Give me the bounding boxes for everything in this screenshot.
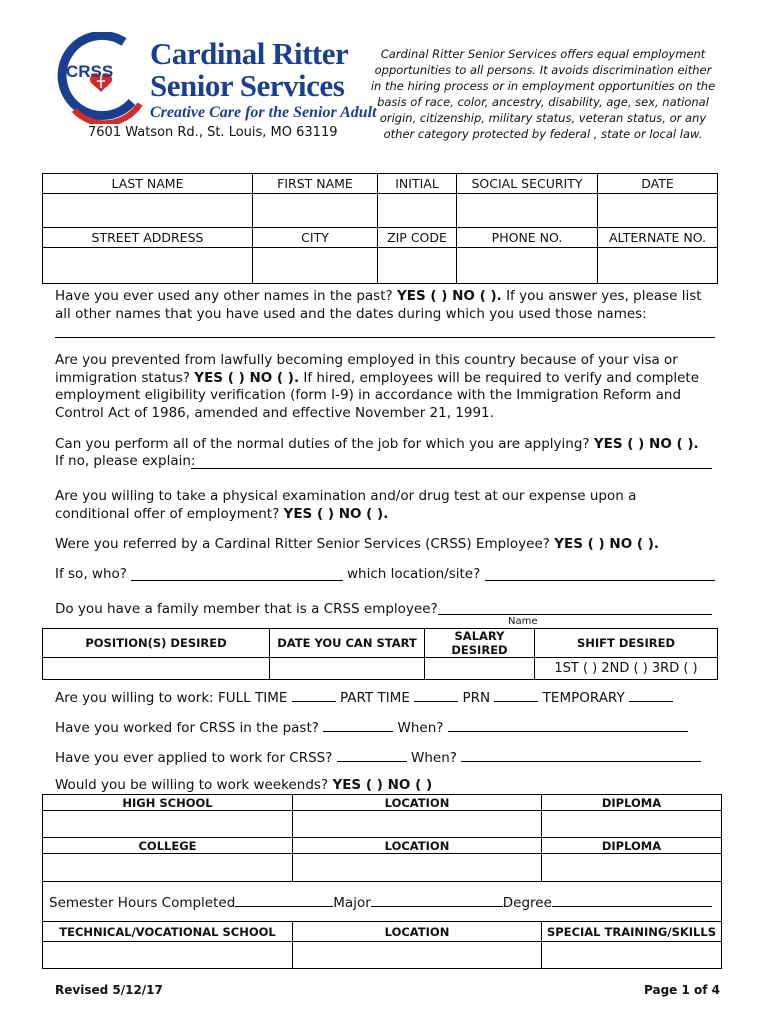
semester-hours-blank[interactable] [235, 892, 333, 907]
logo-tagline: Creative Care for the Senior Adult [150, 104, 377, 121]
technical-location-header: LOCATION [293, 922, 542, 942]
eeo-statement: Cardinal Ritter Senior Services offers equal employment opportunities to all persons. It avoids discrimination either in the hiring process or in employment opportunities on the basis of race, color, ancestry, disability, age, sex, national origin, citizenship, military status, veteran status, or any other category protected by federal , state or local law. [370, 47, 716, 141]
shift-desired-header: SHIFT DESIRED [535, 629, 718, 658]
alternate-phone-field[interactable] [598, 248, 718, 284]
first-name-header: FIRST NAME [253, 174, 378, 194]
visa-question: Are you prevented from lawfully becoming employed in this country because of your visa or immigration status? YES ( ) NO ( ). If hired, employees will be required to verify and complete employment eligibility verification (form I-9) in accordance with the Immigration Reform and Control Act of 1986, amended and effective November 21, 1991. [55, 352, 699, 421]
worked-for-row: Have you worked for CRSS in the past? When? [55, 717, 715, 738]
salary-desired-field[interactable] [425, 658, 535, 680]
phone-field[interactable] [457, 248, 598, 284]
city-header: CITY [253, 228, 378, 248]
family-member-question: Do you have a family member that is a CRSS employee? [55, 601, 438, 617]
worked-when-blank[interactable] [448, 717, 688, 732]
weekends-row: Would you be willing to work weekends? YES ( ) NO ( ) [55, 777, 433, 793]
page-number: Page 1 of 4 [644, 983, 720, 997]
high-school-location-field[interactable] [293, 811, 542, 838]
high-school-diploma-header: DIPLOMA [542, 795, 722, 811]
initial-field[interactable] [378, 194, 457, 228]
duties-question: Can you perform all of the normal duties of the job for which you are applying? YES ( ) NO ( ). [55, 436, 699, 452]
full-time-blank[interactable] [292, 687, 336, 702]
alternate-phone-header: ALTERNATE NO. [598, 228, 718, 248]
applied-for-row: Have you ever applied to work for CRSS? When? [55, 747, 715, 768]
address-table [42, 227, 718, 284]
date-start-field[interactable] [270, 658, 425, 680]
company-address: 7601 Watson Rd., St. Louis, MO 63119 [88, 125, 338, 140]
applied-for-blank[interactable] [337, 747, 407, 762]
work-type-row: Are you willing to work: FULL TIME PART TIME PRN TEMPORARY [55, 687, 715, 708]
special-training-header: SPECIAL TRAINING/SKILLS [542, 922, 722, 942]
logo-abbr: CRSS [66, 62, 114, 81]
street-address-header: STREET ADDRESS [43, 228, 253, 248]
major-blank[interactable] [371, 892, 503, 907]
duties-yes-no[interactable]: YES ( ) NO ( ). [593, 436, 699, 452]
which-location-label: which location/site? [347, 566, 481, 582]
technical-school-field[interactable] [43, 942, 293, 969]
prn-blank[interactable] [494, 687, 538, 702]
college-header: COLLEGE [43, 838, 293, 854]
position-desired-header: POSITION(S) DESIRED [43, 629, 270, 658]
social-security-header: SOCIAL SECURITY [457, 174, 598, 194]
degree-blank[interactable] [552, 892, 712, 907]
duties-explain: If no, please explain: [55, 453, 196, 469]
technical-location-field[interactable] [293, 942, 542, 969]
technical-school-header: TECHNICAL/VOCATIONAL SCHOOL [43, 922, 293, 942]
college-diploma-header: DIPLOMA [542, 838, 722, 854]
shift-options[interactable]: 1ST ( ) 2ND ( ) 3RD ( ) [535, 658, 718, 680]
applied-when-blank[interactable] [461, 747, 701, 762]
temporary-blank[interactable] [629, 687, 673, 702]
name-caption: Name [508, 616, 538, 627]
worked-for-blank[interactable] [323, 717, 393, 732]
other-names-line[interactable] [55, 337, 715, 338]
high-school-header: HIGH SCHOOL [43, 795, 293, 811]
other-names-question: Have you ever used any other names in the past? YES ( ) NO ( ). If you answer yes, please list all other names that you have used and the dates during which you used those names: [55, 288, 702, 322]
salary-desired-header: SALARY DESIRED [425, 629, 535, 658]
logo-line1: Cardinal Ritter [150, 36, 349, 71]
college-diploma-field[interactable] [542, 854, 722, 882]
initial-header: INITIAL [378, 174, 457, 194]
logo-line2: Senior Services [150, 68, 345, 103]
phone-header: PHONE NO. [457, 228, 598, 248]
semester-row: Semester Hours Completed Major Degree [43, 882, 722, 922]
visa-yes-no[interactable]: YES ( ) NO ( ). [194, 369, 300, 386]
revision-date: Revised 5/12/17 [55, 983, 163, 997]
special-training-field[interactable] [542, 942, 722, 969]
physical-question: Are you willing to take a physical examination and/or drug test at our expense upon a conditional offer of employment? YES ( ) NO ( ). [55, 488, 637, 522]
high-school-diploma-field[interactable] [542, 811, 722, 838]
referred-yes-no[interactable]: YES ( ) NO ( ). [554, 536, 660, 552]
position-table [42, 628, 718, 680]
zip-code-field[interactable] [378, 248, 457, 284]
college-field[interactable] [43, 854, 293, 882]
last-name-header: LAST NAME [43, 174, 253, 194]
high-school-location-header: LOCATION [293, 795, 542, 811]
referrer-location-line[interactable] [485, 580, 715, 581]
college-location-header: LOCATION [293, 838, 542, 854]
date-start-header: DATE YOU CAN START [270, 629, 425, 658]
if-so-who-row: If so, who? [55, 566, 127, 582]
weekends-yes-no[interactable]: YES ( ) NO ( ) [332, 777, 433, 793]
referred-question: Were you referred by a Cardinal Ritter Senior Services (CRSS) Employee? YES ( ) NO ( ). [55, 536, 660, 552]
position-desired-field[interactable] [43, 658, 270, 680]
college-location-field[interactable] [293, 854, 542, 882]
social-security-field[interactable] [457, 194, 598, 228]
duties-explain-line[interactable] [191, 468, 712, 469]
part-time-blank[interactable] [414, 687, 458, 702]
date-header: DATE [598, 174, 718, 194]
referrer-name-line[interactable] [131, 580, 343, 581]
last-name-field[interactable] [43, 194, 253, 228]
street-address-field[interactable] [43, 248, 253, 284]
applicant-info-table [42, 173, 718, 228]
other-names-yes-no[interactable]: YES ( ) NO ( ). [396, 288, 502, 304]
date-field[interactable] [598, 194, 718, 228]
high-school-field[interactable] [43, 811, 293, 838]
city-field[interactable] [253, 248, 378, 284]
physical-yes-no[interactable]: YES ( ) NO ( ). [283, 505, 389, 522]
zip-code-header: ZIP CODE [378, 228, 457, 248]
family-member-line[interactable] [438, 614, 712, 615]
education-table [42, 794, 722, 969]
first-name-field[interactable] [253, 194, 378, 228]
